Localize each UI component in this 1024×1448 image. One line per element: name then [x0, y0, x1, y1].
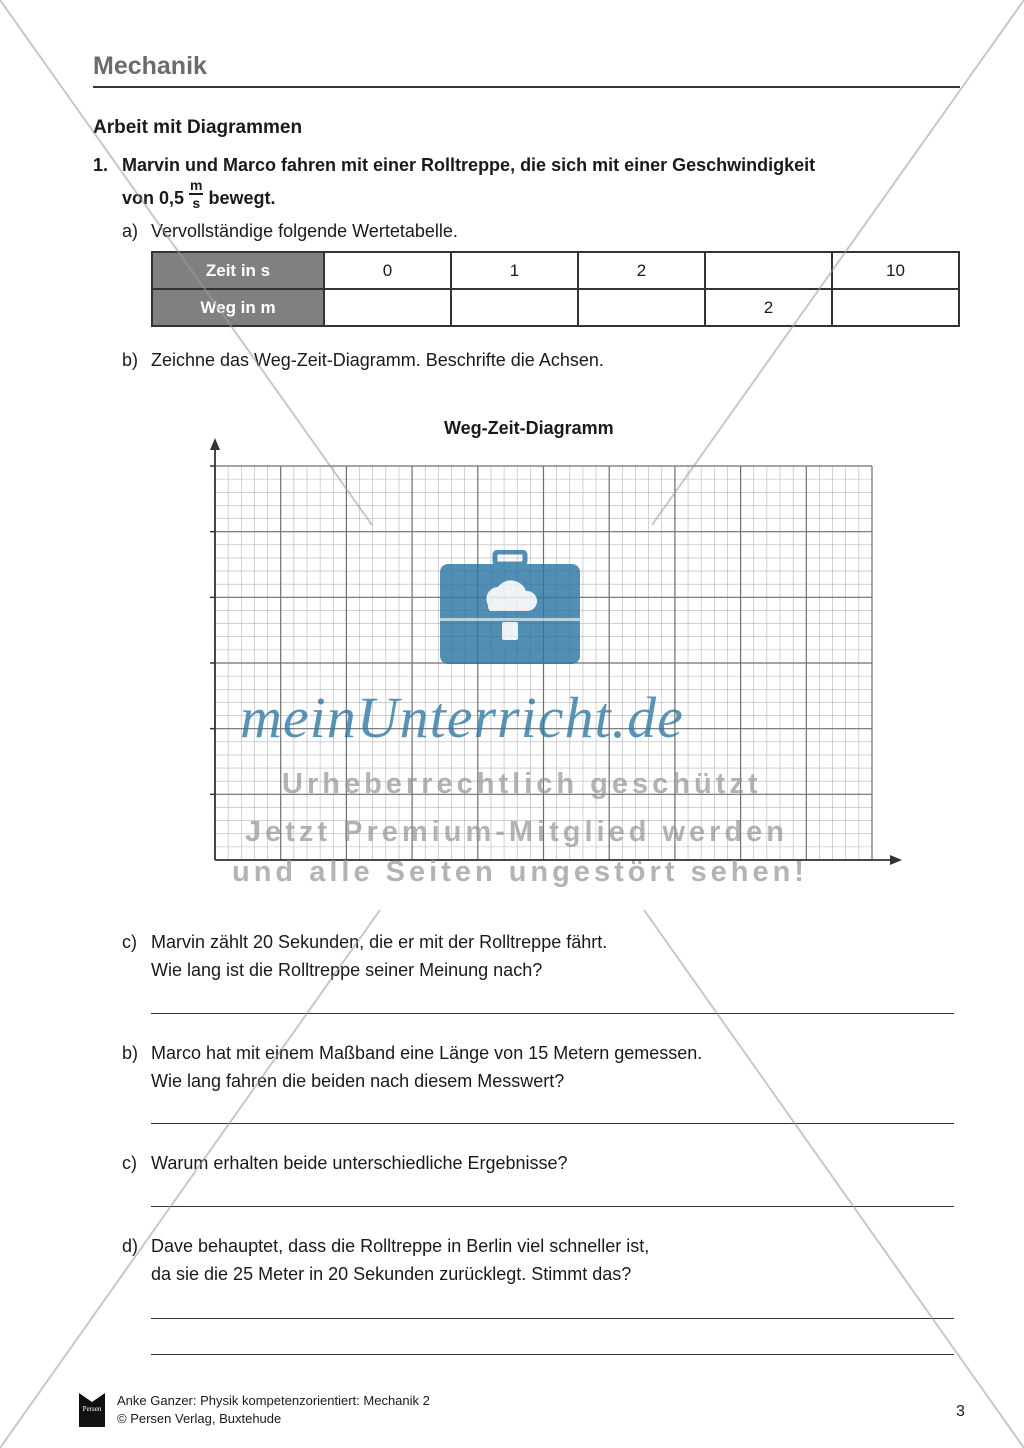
table-cell[interactable]: 2 [705, 289, 832, 326]
part-b-text: Zeichne das Weg-Zeit-Diagramm. Beschrifte die Achsen. [151, 350, 604, 370]
y-axis-arrow-icon [210, 438, 220, 450]
footer-copyright: © Persen Verlag, Buxtehude [117, 1411, 282, 1426]
table-cell[interactable] [578, 289, 705, 326]
table-cell[interactable]: 1 [451, 252, 578, 289]
table-row-distance [152, 289, 959, 326]
table-cell[interactable] [451, 289, 578, 326]
question-d-text-line2: da sie die 25 Meter in 20 Sekunden zurücklegt. Stimmt das? [151, 1264, 632, 1284]
question-c-text-line1: Marvin zählt 20 Sekunden, die er mit der Rolltreppe fährt. [151, 932, 608, 952]
question-b-label: b) [122, 1043, 139, 1063]
table-header-time: Zeit in s [152, 252, 324, 289]
question-d-text-line1: Dave behauptet, dass die Rolltreppe in Berlin viel schneller ist, [151, 1236, 650, 1256]
task-text-line1: Marvin und Marco fahren mit einer Rolltreppe, die sich mit einer Geschwindigkeit [122, 155, 816, 175]
question-c-text-line2: Wie lang ist die Rolltreppe seiner Meinung nach? [151, 960, 543, 980]
watermark-text-line1: Urheberrechtlich geschützt [282, 768, 762, 800]
watermark-text-line3: und alle Seiten ungestört sehen! [232, 856, 808, 888]
footer-author: Anke Ganzer: Physik kompetenzorientiert: Mechanik 2 [117, 1393, 430, 1408]
value-table [151, 251, 960, 327]
table-cell[interactable] [705, 252, 832, 289]
answer-line[interactable] [151, 1123, 954, 1124]
chart-title: Weg-Zeit-Diagramm [444, 418, 614, 438]
watermark-brand: meinUnterricht.de [240, 685, 684, 750]
x-axis-arrow-icon [890, 855, 902, 865]
logo-text: Persen [82, 1405, 102, 1413]
answer-line[interactable] [151, 1318, 954, 1319]
answer-line[interactable] [151, 1206, 954, 1207]
section-title: Arbeit mit Diagrammen [93, 117, 303, 138]
question-b-text-line1: Marco hat mit einem Maßband eine Länge von 15 Metern gemessen. [151, 1043, 703, 1063]
question-b-text-line2: Wie lang fahren die beiden nach diesem Messwert? [151, 1071, 565, 1091]
briefcase-icon [440, 550, 580, 665]
task-line2-prefix: von 0,5 [122, 187, 185, 208]
title-divider [93, 86, 960, 88]
question-c2-text: Warum erhalten beide unterschiedliche Ergebnisse? [151, 1153, 568, 1173]
task-text-line2 [122, 177, 276, 215]
answer-line[interactable] [151, 1013, 954, 1014]
page-number: 3 [956, 1403, 965, 1420]
part-a-label: a) [122, 221, 139, 241]
table-cell[interactable] [324, 289, 451, 326]
unit-numerator: m [190, 177, 203, 193]
task-number: 1. [93, 155, 109, 175]
watermark-text-line2: Jetzt Premium-Mitglied werden [245, 816, 789, 848]
table-cell[interactable]: 0 [324, 252, 451, 289]
unit-denominator: s [192, 195, 201, 211]
speed-unit-fraction [189, 178, 203, 210]
publisher-logo [79, 1393, 105, 1427]
table-header-distance: Weg in m [152, 289, 324, 326]
table-cell[interactable] [832, 289, 959, 326]
table-cell[interactable]: 2 [578, 252, 705, 289]
part-a-text: Vervollständige folgende Wertetabelle. [151, 221, 458, 241]
answer-line[interactable] [151, 1354, 954, 1355]
task-line2-suffix: bewegt. [208, 187, 276, 208]
logo-triangle-icon [79, 1393, 105, 1402]
page-title: Mechanik [93, 52, 207, 80]
part-b-label: b) [122, 350, 139, 370]
question-d-label: d) [122, 1236, 139, 1256]
table-cell[interactable]: 10 [832, 252, 959, 289]
table-row-time [152, 252, 959, 289]
question-c2-label: c) [122, 1153, 137, 1173]
question-c-label: c) [122, 932, 137, 952]
